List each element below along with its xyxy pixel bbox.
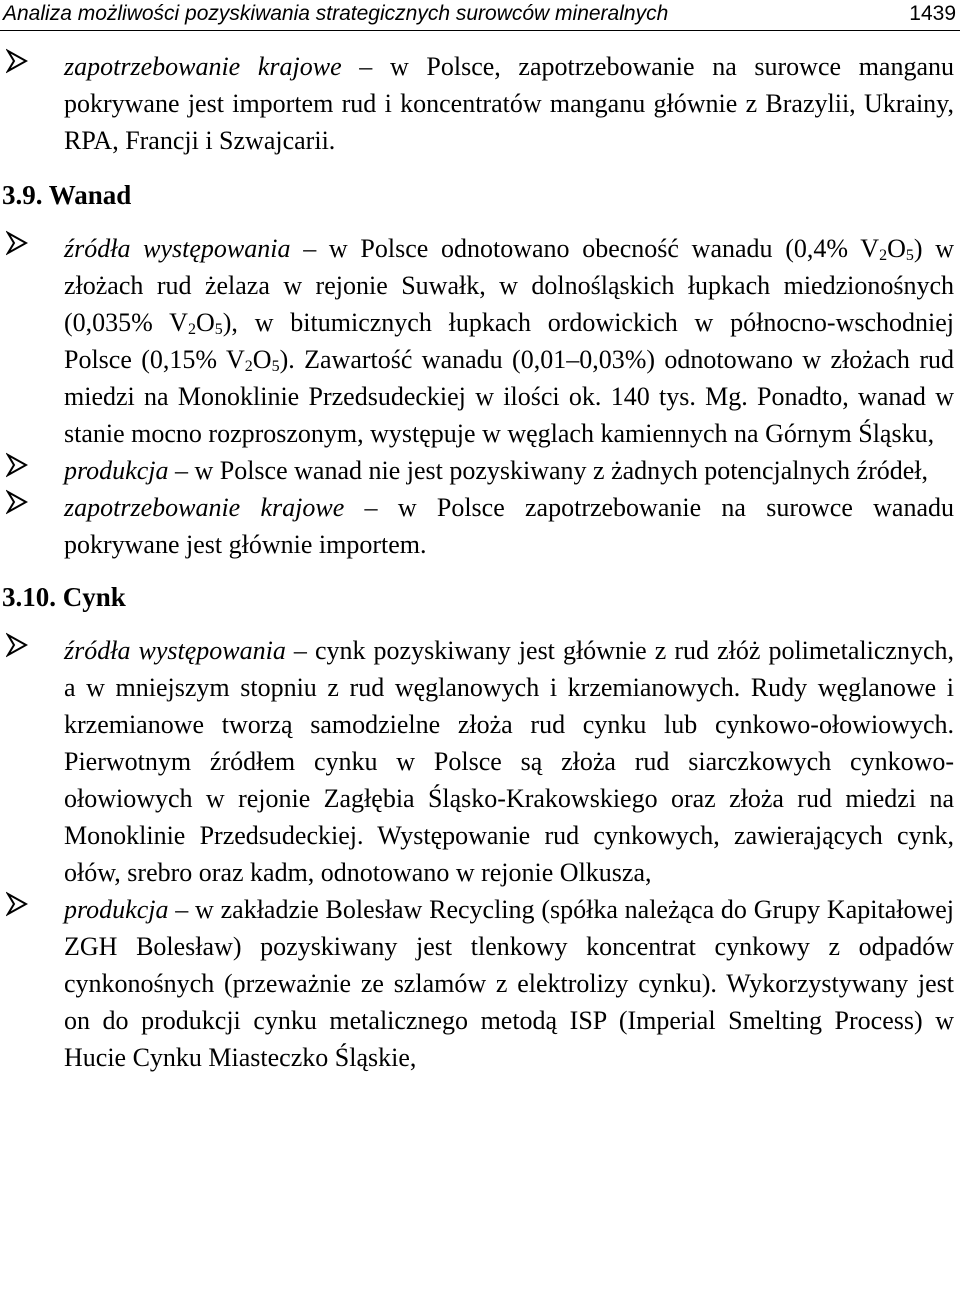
paragraph-text: O <box>195 308 215 337</box>
term: zapotrzebowanie krajowe <box>64 52 342 81</box>
paragraph <box>64 632 954 891</box>
arrow-bullet-icon <box>6 632 28 658</box>
term: źródła występowania <box>64 234 291 263</box>
arrow-bullet-icon <box>6 230 28 256</box>
paragraph-text: – w Polsce odnotowano obecność wanadu (0,4% V <box>290 234 880 263</box>
page-number: 1439 <box>909 2 956 25</box>
paragraph <box>64 489 954 563</box>
section-heading: 3.10. Cynk <box>2 582 126 612</box>
subscript: 5 <box>905 247 914 264</box>
subscript: 2 <box>244 358 253 375</box>
section-heading: 3.9. Wanad <box>2 180 132 210</box>
list-item <box>0 891 954 1076</box>
paragraph <box>64 452 954 489</box>
running-header <box>0 0 960 31</box>
paragraph-text: – cynk pozyskiwany jest głównie z rud złóż polimetalicznych, a w mniejszym stopniu z rud węglanowych i krzemianowych. Rudy węglanowe i krzemianowe tworzą samodzielne złoża rud cynku lub cynkowo-ołowiowych. Pierwotnym źródłem cynku w Polsce są złoża rud siarczkowych cynkowo-ołowiowych w rejonie Zagłębia Śląsko-Krakowskiego oraz złoża rud miedzi na Monoklinie Przedsudeckiej. Występowanie rud cynkowych, zawierających cynk, ołów, srebro oraz kadm, odnotowano w rejonie Olkusza, <box>64 636 954 887</box>
term: produkcja <box>64 456 169 485</box>
subscript: 5 <box>214 321 223 338</box>
paragraph <box>64 230 954 452</box>
list-item <box>0 230 954 452</box>
paragraph-text: ) w złożach rud żelaza w rejonie Suwałk, w dolnośląskich łupkach miedzionośnych (0,035% V <box>64 234 955 337</box>
term: zapotrzebowanie krajowe <box>64 493 345 522</box>
arrow-bullet-icon <box>6 489 28 515</box>
subscript: 2 <box>879 247 888 264</box>
page-content <box>0 48 960 1076</box>
list-item <box>0 452 954 489</box>
subscript: 2 <box>187 321 196 338</box>
paragraph <box>64 48 954 159</box>
arrow-bullet-icon <box>6 48 28 74</box>
arrow-bullet-icon <box>6 891 28 917</box>
paragraph-text: – w Polsce, zapotrzebowanie na surowce manganu pokrywane jest importem rud i koncentratów manganu głównie z Brazylii, Ukrainy, RPA, Francji i Szwajcarii. <box>64 52 954 155</box>
arrow-bullet-icon <box>6 452 28 478</box>
term: źródła występowania <box>64 636 286 665</box>
header-title: Analiza możliwości pozyskiwania strategicznych surowców mineralnych <box>3 2 669 25</box>
list-item <box>0 489 954 563</box>
list-item <box>0 48 954 159</box>
paragraph <box>64 891 954 1076</box>
list-item <box>0 632 954 891</box>
paragraph-text: – w Polsce zapotrzebowanie na surowce wanadu pokrywane jest głównie importem. <box>64 493 954 559</box>
subscript: 5 <box>271 358 280 375</box>
paragraph-text: – w Polsce wanad nie jest pozyskiwany z żadnych potencjalnych źródeł, <box>168 456 929 485</box>
paragraph-text: – w zakładzie Bolesław Recycling (spółka należąca do Grupy Kapitałowej ZGH Bolesław) pozyskiwany jest tlenkowy koncentrat cynkowy z odpadów cynkonośnych (przeważnie ze szlamów z elektrolizy cynku). Wykorzystywany jest on do produkcji cynku metalicznego metodą ISP (Imperial Smelting Process) w Hucie Cynku Miasteczko Śląskie, <box>64 895 954 1072</box>
paragraph-text: ), w bitumicznych łupkach ordowickich w północno-wschodniej Polsce (0,15% V <box>64 308 954 374</box>
paragraph-text: O <box>887 234 906 263</box>
term: produkcja <box>64 895 169 924</box>
paragraph-text: O <box>252 345 272 374</box>
paragraph-text: ). Zawartość wanadu (0,01–0,03%) odnotowano w złożach rud miedzi na Monoklinie Przedsudeckiej w ilości ok. 140 tys. Mg. Ponadto, wanad w stanie mocno rozproszonym, występuje w węglach kamiennych na Górnym Śląsku, <box>64 345 954 448</box>
